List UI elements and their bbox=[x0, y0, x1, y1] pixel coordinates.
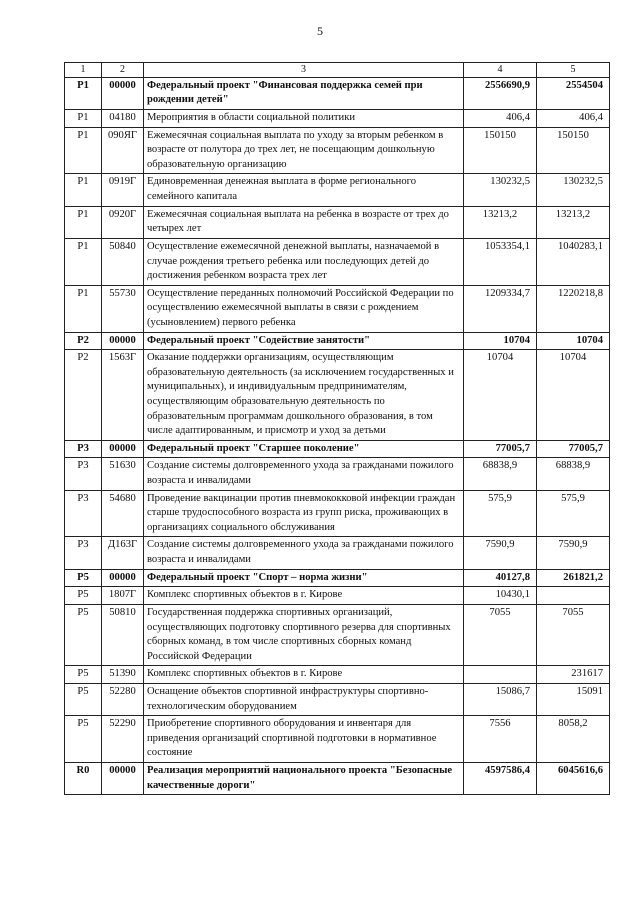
code-cell: P2 bbox=[65, 350, 102, 441]
description-cell: Федеральный проект "Финансовая поддержка семей при рождении детей" bbox=[144, 77, 464, 109]
value-col4-cell: 7556 bbox=[464, 716, 537, 763]
value-col4-cell: 7590,9 bbox=[464, 537, 537, 569]
subcode-cell: 0919Г bbox=[102, 174, 144, 206]
description-cell: Осуществление переданных полномочий Российской Федерации по осуществлению ежемесячной выплаты в связи с рождением (усыновлением) первого ребенка bbox=[144, 285, 464, 332]
code-cell: P1 bbox=[65, 77, 102, 109]
value-col5-cell bbox=[537, 587, 610, 605]
table-row-project bbox=[65, 569, 610, 587]
value-col5-cell: 13213,2 bbox=[537, 206, 610, 238]
description-cell: Комплекс спортивных объектов в г. Кирове bbox=[144, 666, 464, 684]
table-row bbox=[65, 238, 610, 285]
description-cell: Приобретение спортивного оборудования и инвентаря для приведения организаций спортивной подготовки в нормативное состояние bbox=[144, 716, 464, 763]
value-col5-cell: 261821,2 bbox=[537, 569, 610, 587]
subcode-cell: 54680 bbox=[102, 490, 144, 537]
column-header: 3 bbox=[144, 63, 464, 78]
table-row bbox=[65, 127, 610, 174]
table-header-row bbox=[65, 63, 610, 78]
code-cell: P5 bbox=[65, 569, 102, 587]
subcode-cell: 04180 bbox=[102, 110, 144, 128]
value-col5-cell: 10704 bbox=[537, 350, 610, 441]
description-cell: Осуществление ежемесячной денежной выплаты, назначаемой в случае рождения третьего ребенка или последующих детей до достижения ребенком возраста трех лет bbox=[144, 238, 464, 285]
description-cell: Федеральный проект "Спорт – норма жизни" bbox=[144, 569, 464, 587]
value-col5-cell: 406,4 bbox=[537, 110, 610, 128]
value-col5-cell: 575,9 bbox=[537, 490, 610, 537]
table-row bbox=[65, 174, 610, 206]
value-col4-cell: 10430,1 bbox=[464, 587, 537, 605]
value-col4-cell: 575,9 bbox=[464, 490, 537, 537]
code-cell: P1 bbox=[65, 127, 102, 174]
code-cell: P3 bbox=[65, 537, 102, 569]
code-cell: P5 bbox=[65, 587, 102, 605]
subcode-cell: 51630 bbox=[102, 458, 144, 490]
code-cell: P1 bbox=[65, 285, 102, 332]
value-col5-cell: 15091 bbox=[537, 683, 610, 715]
value-col5-cell: 231617 bbox=[537, 666, 610, 684]
description-cell: Комплекс спортивных объектов в г. Кирове bbox=[144, 587, 464, 605]
column-header: 4 bbox=[464, 63, 537, 78]
value-col4-cell: 4597586,4 bbox=[464, 763, 537, 795]
value-col5-cell: 1040283,1 bbox=[537, 238, 610, 285]
subcode-cell: 52280 bbox=[102, 683, 144, 715]
value-col4-cell: 10704 bbox=[464, 332, 537, 350]
description-cell: Создание системы долговременного ухода за гражданами пожилого возраста и инвалидами bbox=[144, 537, 464, 569]
value-col4-cell: 150150 bbox=[464, 127, 537, 174]
code-cell: P5 bbox=[65, 683, 102, 715]
column-header: 2 bbox=[102, 63, 144, 78]
subcode-cell: 090ЯГ bbox=[102, 127, 144, 174]
subcode-cell: 00000 bbox=[102, 569, 144, 587]
description-cell: Создание системы долговременного ухода за гражданами пожилого возраста и инвалидами bbox=[144, 458, 464, 490]
value-col4-cell bbox=[464, 666, 537, 684]
subcode-cell: 0920Г bbox=[102, 206, 144, 238]
code-cell: P3 bbox=[65, 440, 102, 458]
value-col4-cell: 130232,5 bbox=[464, 174, 537, 206]
value-col5-cell: 1220218,8 bbox=[537, 285, 610, 332]
budget-table bbox=[64, 62, 610, 795]
description-cell: Государственная поддержка спортивных организаций, осуществляющих подготовку спортивного резерва для спортивных сборных команд, в том числе спортивных сборных команд Российской Федерации bbox=[144, 604, 464, 665]
table-row bbox=[65, 458, 610, 490]
subcode-cell: Д163Г bbox=[102, 537, 144, 569]
description-cell: Ежемесячная социальная выплата на ребенка в возрасте от трех до четырех лет bbox=[144, 206, 464, 238]
code-cell: P5 bbox=[65, 604, 102, 665]
value-col5-cell: 6045616,6 bbox=[537, 763, 610, 795]
table-row-project bbox=[65, 77, 610, 109]
value-col4-cell: 68838,9 bbox=[464, 458, 537, 490]
code-cell: P5 bbox=[65, 666, 102, 684]
subcode-cell: 50810 bbox=[102, 604, 144, 665]
value-col4-cell: 10704 bbox=[464, 350, 537, 441]
value-col5-cell: 77005,7 bbox=[537, 440, 610, 458]
table-row bbox=[65, 285, 610, 332]
table-row bbox=[65, 683, 610, 715]
value-col5-cell: 10704 bbox=[537, 332, 610, 350]
table-row bbox=[65, 666, 610, 684]
table-row bbox=[65, 110, 610, 128]
value-col4-cell: 15086,7 bbox=[464, 683, 537, 715]
value-col4-cell: 13213,2 bbox=[464, 206, 537, 238]
value-col4-cell: 77005,7 bbox=[464, 440, 537, 458]
subcode-cell: 52290 bbox=[102, 716, 144, 763]
code-cell: P1 bbox=[65, 110, 102, 128]
table-row-project bbox=[65, 440, 610, 458]
subcode-cell: 50840 bbox=[102, 238, 144, 285]
table-row bbox=[65, 587, 610, 605]
description-cell: Мероприятия в области социальной политики bbox=[144, 110, 464, 128]
subcode-cell: 51390 bbox=[102, 666, 144, 684]
value-col5-cell: 130232,5 bbox=[537, 174, 610, 206]
table-row bbox=[65, 490, 610, 537]
table-row bbox=[65, 716, 610, 763]
value-col4-cell: 40127,8 bbox=[464, 569, 537, 587]
subcode-cell: 00000 bbox=[102, 763, 144, 795]
value-col5-cell: 150150 bbox=[537, 127, 610, 174]
subcode-cell: 00000 bbox=[102, 440, 144, 458]
value-col5-cell: 7590,9 bbox=[537, 537, 610, 569]
table-row bbox=[65, 206, 610, 238]
table-row bbox=[65, 604, 610, 665]
value-col5-cell: 2554504 bbox=[537, 77, 610, 109]
subcode-cell: 00000 bbox=[102, 332, 144, 350]
value-col5-cell: 8058,2 bbox=[537, 716, 610, 763]
table-row-project bbox=[65, 763, 610, 795]
code-cell: P5 bbox=[65, 716, 102, 763]
column-header: 5 bbox=[537, 63, 610, 78]
code-cell: P1 bbox=[65, 174, 102, 206]
code-cell: P2 bbox=[65, 332, 102, 350]
code-cell: R0 bbox=[65, 763, 102, 795]
description-cell: Оказание поддержки организациям, осуществляющим образовательную деятельность (за исключением государственных и муниципальных), и индивидуальным предпринимателям, осуществляющим образовательную деятельность по образовательным программам дошкольного образования, в том числе адаптированным, и присмотр и уход за детьми bbox=[144, 350, 464, 441]
code-cell: P3 bbox=[65, 458, 102, 490]
description-cell: Федеральный проект "Содействие занятости" bbox=[144, 332, 464, 350]
code-cell: P3 bbox=[65, 490, 102, 537]
value-col4-cell: 1053354,1 bbox=[464, 238, 537, 285]
subcode-cell: 1807Г bbox=[102, 587, 144, 605]
value-col5-cell: 68838,9 bbox=[537, 458, 610, 490]
subcode-cell: 1563Г bbox=[102, 350, 144, 441]
description-cell: Федеральный проект "Старшее поколение" bbox=[144, 440, 464, 458]
value-col4-cell: 406,4 bbox=[464, 110, 537, 128]
page-number: 5 bbox=[317, 24, 323, 38]
value-col4-cell: 7055 bbox=[464, 604, 537, 665]
value-col4-cell: 2556690,9 bbox=[464, 77, 537, 109]
description-cell: Проведение вакцинации против пневмококковой инфекции граждан старше трудоспособного возраста из групп риска, проживающих в организациях социального обслуживания bbox=[144, 490, 464, 537]
code-cell: P1 bbox=[65, 206, 102, 238]
description-cell: Ежемесячная социальная выплата по уходу за вторым ребенком в возрасте от полутора до трех лет, не посещающим дошкольную образовательную организацию bbox=[144, 127, 464, 174]
value-col5-cell: 7055 bbox=[537, 604, 610, 665]
subcode-cell: 55730 bbox=[102, 285, 144, 332]
subcode-cell: 00000 bbox=[102, 77, 144, 109]
table-row-project bbox=[65, 332, 610, 350]
description-cell: Реализация мероприятий национального проекта "Безопасные качественные дороги" bbox=[144, 763, 464, 795]
table-row bbox=[65, 537, 610, 569]
description-cell: Единовременная денежная выплата в форме регионального семейного капитала bbox=[144, 174, 464, 206]
table-row bbox=[65, 350, 610, 441]
description-cell: Оснащение объектов спортивной инфраструктуры спортивно-технологическим оборудованием bbox=[144, 683, 464, 715]
code-cell: P1 bbox=[65, 238, 102, 285]
value-col4-cell: 1209334,7 bbox=[464, 285, 537, 332]
column-header: 1 bbox=[65, 63, 102, 78]
